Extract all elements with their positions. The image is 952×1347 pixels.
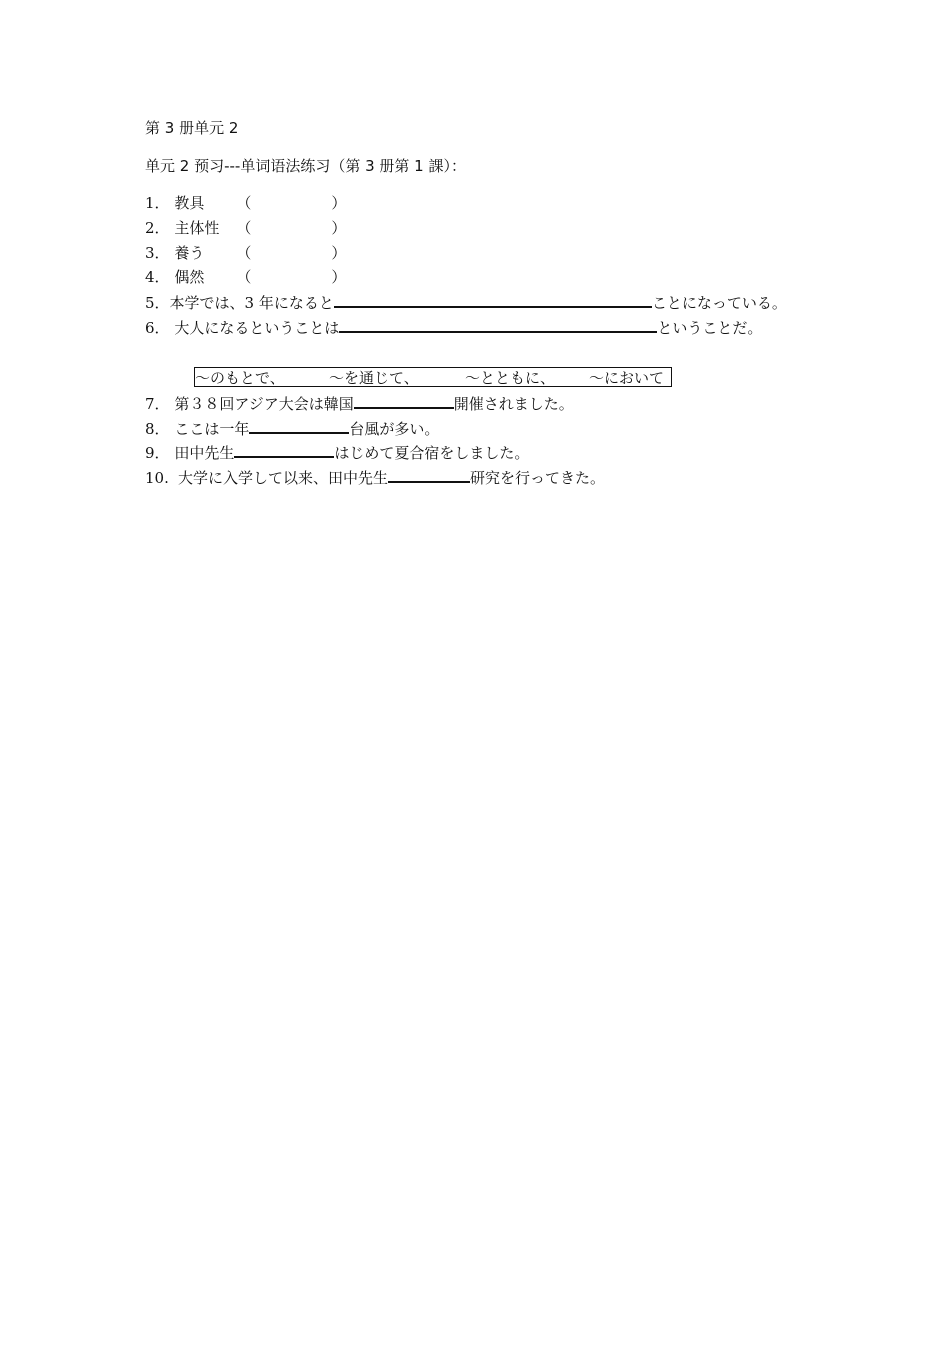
close-paren: ） <box>331 244 347 262</box>
fill-item <box>145 467 605 488</box>
document-title: 第 3 册单元 2 <box>145 119 239 137</box>
sentence-start: ここは一年 <box>174 420 250 438</box>
open-paren: （ <box>236 194 252 212</box>
item-number: 3． <box>145 244 170 262</box>
item-number: 4． <box>145 268 170 286</box>
sentence-start: 本学では、3 年になると <box>169 294 334 312</box>
vocab-item <box>145 193 346 213</box>
fill-item <box>145 442 529 463</box>
open-paren: （ <box>236 219 252 237</box>
choices-box <box>194 367 672 387</box>
vocab-word: 養う <box>174 244 205 262</box>
choice-option: ～のもとで、 <box>195 369 285 387</box>
sentence-item <box>145 317 762 338</box>
fill-item <box>145 393 574 414</box>
item-number: 6． <box>145 319 170 337</box>
sentence-start: 田中先生 <box>174 444 235 462</box>
vocab-word: 主体性 <box>174 219 220 237</box>
sentence-end: 開催されました。 <box>453 395 574 413</box>
open-paren: （ <box>236 268 252 286</box>
answer-blank[interactable] <box>234 442 334 458</box>
sentence-end: はじめて夏合宿をしました。 <box>334 444 530 462</box>
item-number: 9． <box>145 444 170 462</box>
sentence-item <box>145 292 787 313</box>
choice-option: ～とともに、 <box>465 369 556 387</box>
fill-item <box>145 418 439 439</box>
answer-blank[interactable] <box>388 467 470 483</box>
vocab-item <box>145 218 346 238</box>
vocab-word: 偶然 <box>174 268 205 286</box>
sentence-end: ということだ。 <box>657 319 763 337</box>
close-paren: ） <box>331 268 347 286</box>
open-paren: （ <box>236 244 252 262</box>
item-number: 1． <box>145 194 170 212</box>
sentence-start: 第３８回アジア大会は韓国 <box>174 395 354 413</box>
choice-option: ～において <box>589 369 665 387</box>
sentence-start: 大人になるということは <box>174 319 340 337</box>
vocab-item <box>145 267 346 287</box>
sentence-start: 大学に入学して以来、田中先生 <box>178 469 389 487</box>
vocab-word: 教具 <box>174 194 205 212</box>
sentence-end: 台風が多い。 <box>349 420 440 438</box>
answer-blank[interactable] <box>339 317 657 333</box>
item-number: 10. <box>145 469 169 487</box>
sentence-end: 研究を行ってきた。 <box>470 469 606 487</box>
item-number: 8． <box>145 420 170 438</box>
item-number: 5． <box>145 294 170 312</box>
answer-blank[interactable] <box>334 292 652 308</box>
answer-blank[interactable] <box>354 393 454 409</box>
answer-blank[interactable] <box>249 418 349 434</box>
item-number: 2． <box>145 219 170 237</box>
item-number: 7． <box>145 395 170 413</box>
vocab-item <box>145 243 346 263</box>
exercise-heading: 单元 2 预习---单词语法练习（第 3 册第 1 課）： <box>145 157 466 175</box>
choice-option: ～を通じて、 <box>329 369 419 387</box>
close-paren: ） <box>331 219 347 237</box>
sentence-end: ことになっている。 <box>651 294 787 312</box>
close-paren: ） <box>331 194 347 212</box>
